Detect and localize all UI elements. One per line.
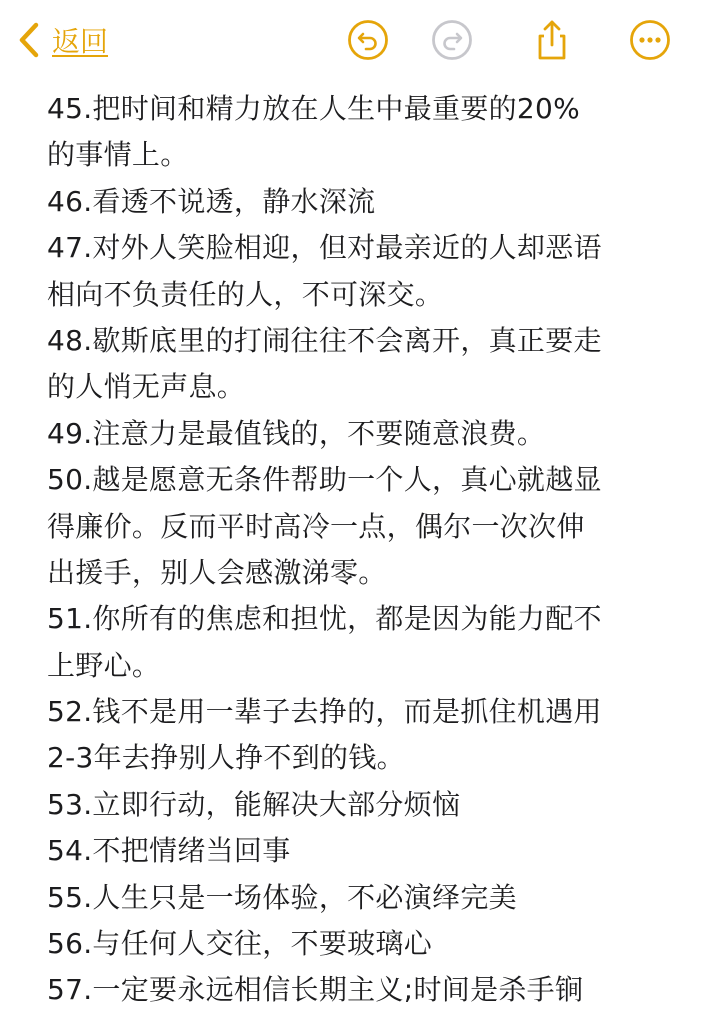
- note-line: 47.对外人笑脸相迎，但对最亲近的人却恶语: [47, 231, 602, 265]
- undo-button[interactable]: [346, 18, 390, 62]
- back-button[interactable]: [14, 18, 108, 62]
- note-line: 52.钱不是用一辈子去挣的，而是抓住机遇用: [47, 695, 602, 729]
- note-line: 2-3年去挣别人挣不到的钱。: [47, 741, 405, 775]
- note-line: 上野心。: [47, 648, 161, 682]
- note-line: 51.你所有的焦虑和担忧，都是因为能力配不: [47, 602, 602, 636]
- share-button[interactable]: [530, 18, 574, 62]
- chevron-left-icon: [14, 20, 44, 60]
- note-line: 45.把时间和精力放在人生中最重要的20%: [47, 92, 581, 125]
- note-line: 49.注意力是最值钱的，不要随意浪费。: [47, 416, 546, 450]
- redo-button[interactable]: [430, 18, 474, 62]
- note-line: 的人悄无声息。: [47, 370, 246, 404]
- note-body[interactable]: [47, 86, 667, 1014]
- note-line: 57.一定要永远相信长期主义;时间是杀手锏: [47, 973, 584, 1007]
- back-label: 返回: [52, 25, 109, 58]
- note-line: 55.人生只是一场体验，不必演绎完美: [47, 880, 517, 914]
- note-line: 得廉价。反而平时高冷一点，偶尔一次次伸: [47, 509, 585, 543]
- note-line: 54.不把情绪当回事: [47, 834, 291, 868]
- note-line: 46.看透不说透，静水深流: [47, 184, 376, 218]
- note-line: 的事情上。: [47, 138, 189, 172]
- note-line: 出援手，别人会感激涕零。: [47, 555, 387, 589]
- share-icon: [530, 18, 574, 62]
- note-line: 48.歇斯底里的打闹往往不会离开，真正要走: [47, 323, 602, 357]
- note-line: 50.越是愿意无条件帮助一个人，真心就越显: [47, 463, 602, 497]
- note-line: 相向不负责任的人，不可深交。: [47, 277, 444, 311]
- note-toolbar: [0, 0, 703, 84]
- undo-icon: [346, 18, 390, 62]
- more-icon: [628, 18, 672, 62]
- note-line: 53.立即行动，能解决大部分烦恼: [47, 787, 461, 821]
- more-button[interactable]: [628, 18, 672, 62]
- redo-icon: [430, 18, 474, 62]
- note-line: 56.与任何人交往，不要玻璃心: [47, 927, 433, 961]
